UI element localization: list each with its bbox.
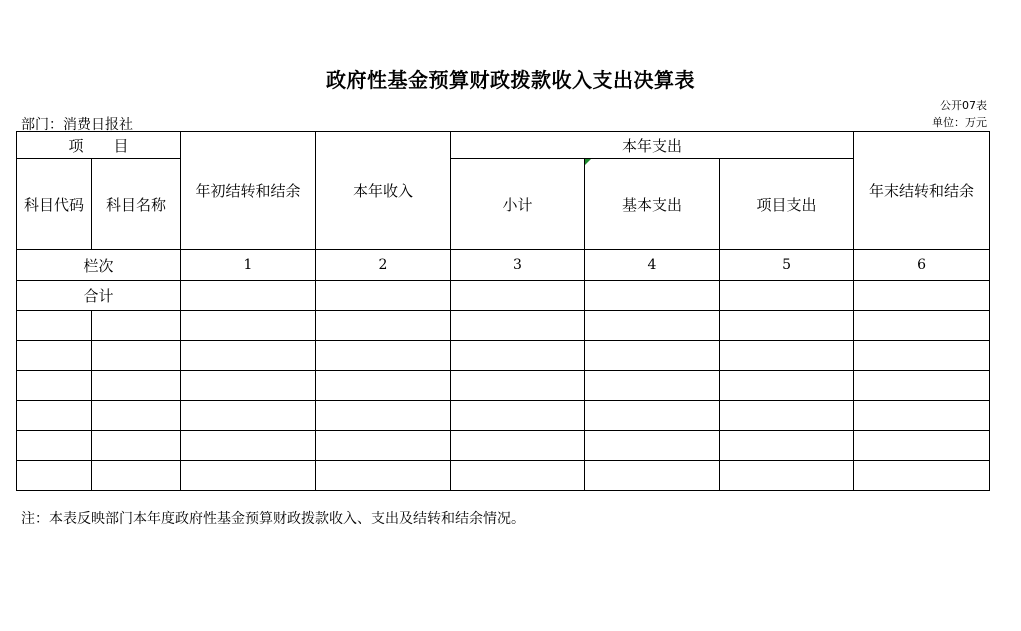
column-number-6: 6: [854, 250, 990, 281]
table-cell: [720, 341, 854, 371]
table-cell: [316, 461, 451, 491]
table-cell: [181, 311, 316, 341]
table-cell: [585, 311, 720, 341]
table-cell: [585, 461, 720, 491]
table-cell: [451, 461, 585, 491]
table-cell: [451, 281, 585, 311]
table-cell: [17, 401, 92, 431]
table-cell: [17, 461, 92, 491]
column-number-5: 5: [720, 250, 854, 281]
table-row: [17, 371, 990, 401]
table-cell: [92, 401, 181, 431]
table-cell: [585, 371, 720, 401]
table-cell: [92, 461, 181, 491]
page-title: 政府性基金预算财政拨款收入支出决算表: [326, 68, 695, 92]
header-begin-balance: 年初结转和结余: [181, 132, 316, 250]
table-cell: [181, 371, 316, 401]
header-item: 项 目: [17, 132, 181, 159]
total-row: [17, 281, 990, 311]
total-label: 合计: [17, 281, 181, 311]
table-cell: [92, 371, 181, 401]
column-number-1: 1: [181, 250, 316, 281]
table-cell: [92, 311, 181, 341]
header-income: 本年收入: [316, 132, 451, 250]
table-cell: [585, 401, 720, 431]
table-cell: [451, 431, 585, 461]
table-cell: [854, 281, 990, 311]
table-cell: [451, 401, 585, 431]
table-cell: [181, 341, 316, 371]
table-row: [17, 401, 990, 431]
table-cell: [17, 371, 92, 401]
cell-comment-marker: [585, 159, 591, 165]
budget-table: [16, 131, 990, 491]
empty-rows: [17, 311, 990, 491]
table-cell: [316, 431, 451, 461]
table-cell: [854, 371, 990, 401]
department-label: 部门：消费日报社: [21, 117, 133, 133]
table-cell: [316, 371, 451, 401]
table-cell: [17, 341, 92, 371]
table-cell: [585, 341, 720, 371]
header-project-expense: 项目支出: [720, 159, 854, 250]
table-cell: [316, 281, 451, 311]
table-cell: [854, 401, 990, 431]
table-cell: [451, 371, 585, 401]
table-cell: [720, 431, 854, 461]
table-cell: [92, 341, 181, 371]
header-expense: 本年支出: [451, 132, 854, 159]
table-cell: [854, 341, 990, 371]
table-cell: [854, 311, 990, 341]
table-cell: [181, 281, 316, 311]
table-cell: [181, 431, 316, 461]
table-cell: [316, 401, 451, 431]
table-cell: [92, 431, 181, 461]
column-number-4: 4: [585, 250, 720, 281]
table-cell: [451, 311, 585, 341]
column-number-2: 2: [316, 250, 451, 281]
table-row: [17, 461, 990, 491]
table-cell: [316, 311, 451, 341]
header-end-balance: 年末结转和结余: [854, 132, 990, 250]
table-cell: [720, 371, 854, 401]
table-cell: [720, 311, 854, 341]
table-cell: [181, 461, 316, 491]
table-cell: [451, 341, 585, 371]
table-row: [17, 431, 990, 461]
header-basic-expense-label: 基本支出: [622, 195, 683, 214]
unit-label: 单位：万元: [932, 116, 987, 129]
table-cell: [720, 401, 854, 431]
table-cell: [854, 431, 990, 461]
table-cell: [585, 281, 720, 311]
column-number-label: 栏次: [17, 250, 181, 281]
table-cell: [17, 431, 92, 461]
table-cell: [720, 461, 854, 491]
column-number-3: 3: [451, 250, 585, 281]
table-cell: [854, 461, 990, 491]
table-cell: [316, 341, 451, 371]
table-row: [17, 311, 990, 341]
footnote: 注：本表反映部门本年度政府性基金预算财政拨款收入、支出及结转和结余情况。: [21, 511, 525, 527]
form-number: 公开07表: [940, 99, 987, 112]
header-subtotal: 小计: [451, 159, 585, 250]
table-row: [17, 341, 990, 371]
table-cell: [17, 311, 92, 341]
header-basic-expense: [585, 159, 720, 250]
header-subject-code: 科目代码: [17, 159, 92, 250]
table-cell: [585, 431, 720, 461]
table-cell: [181, 401, 316, 431]
header-subject-name: 科目名称: [92, 159, 181, 250]
table-cell: [720, 281, 854, 311]
